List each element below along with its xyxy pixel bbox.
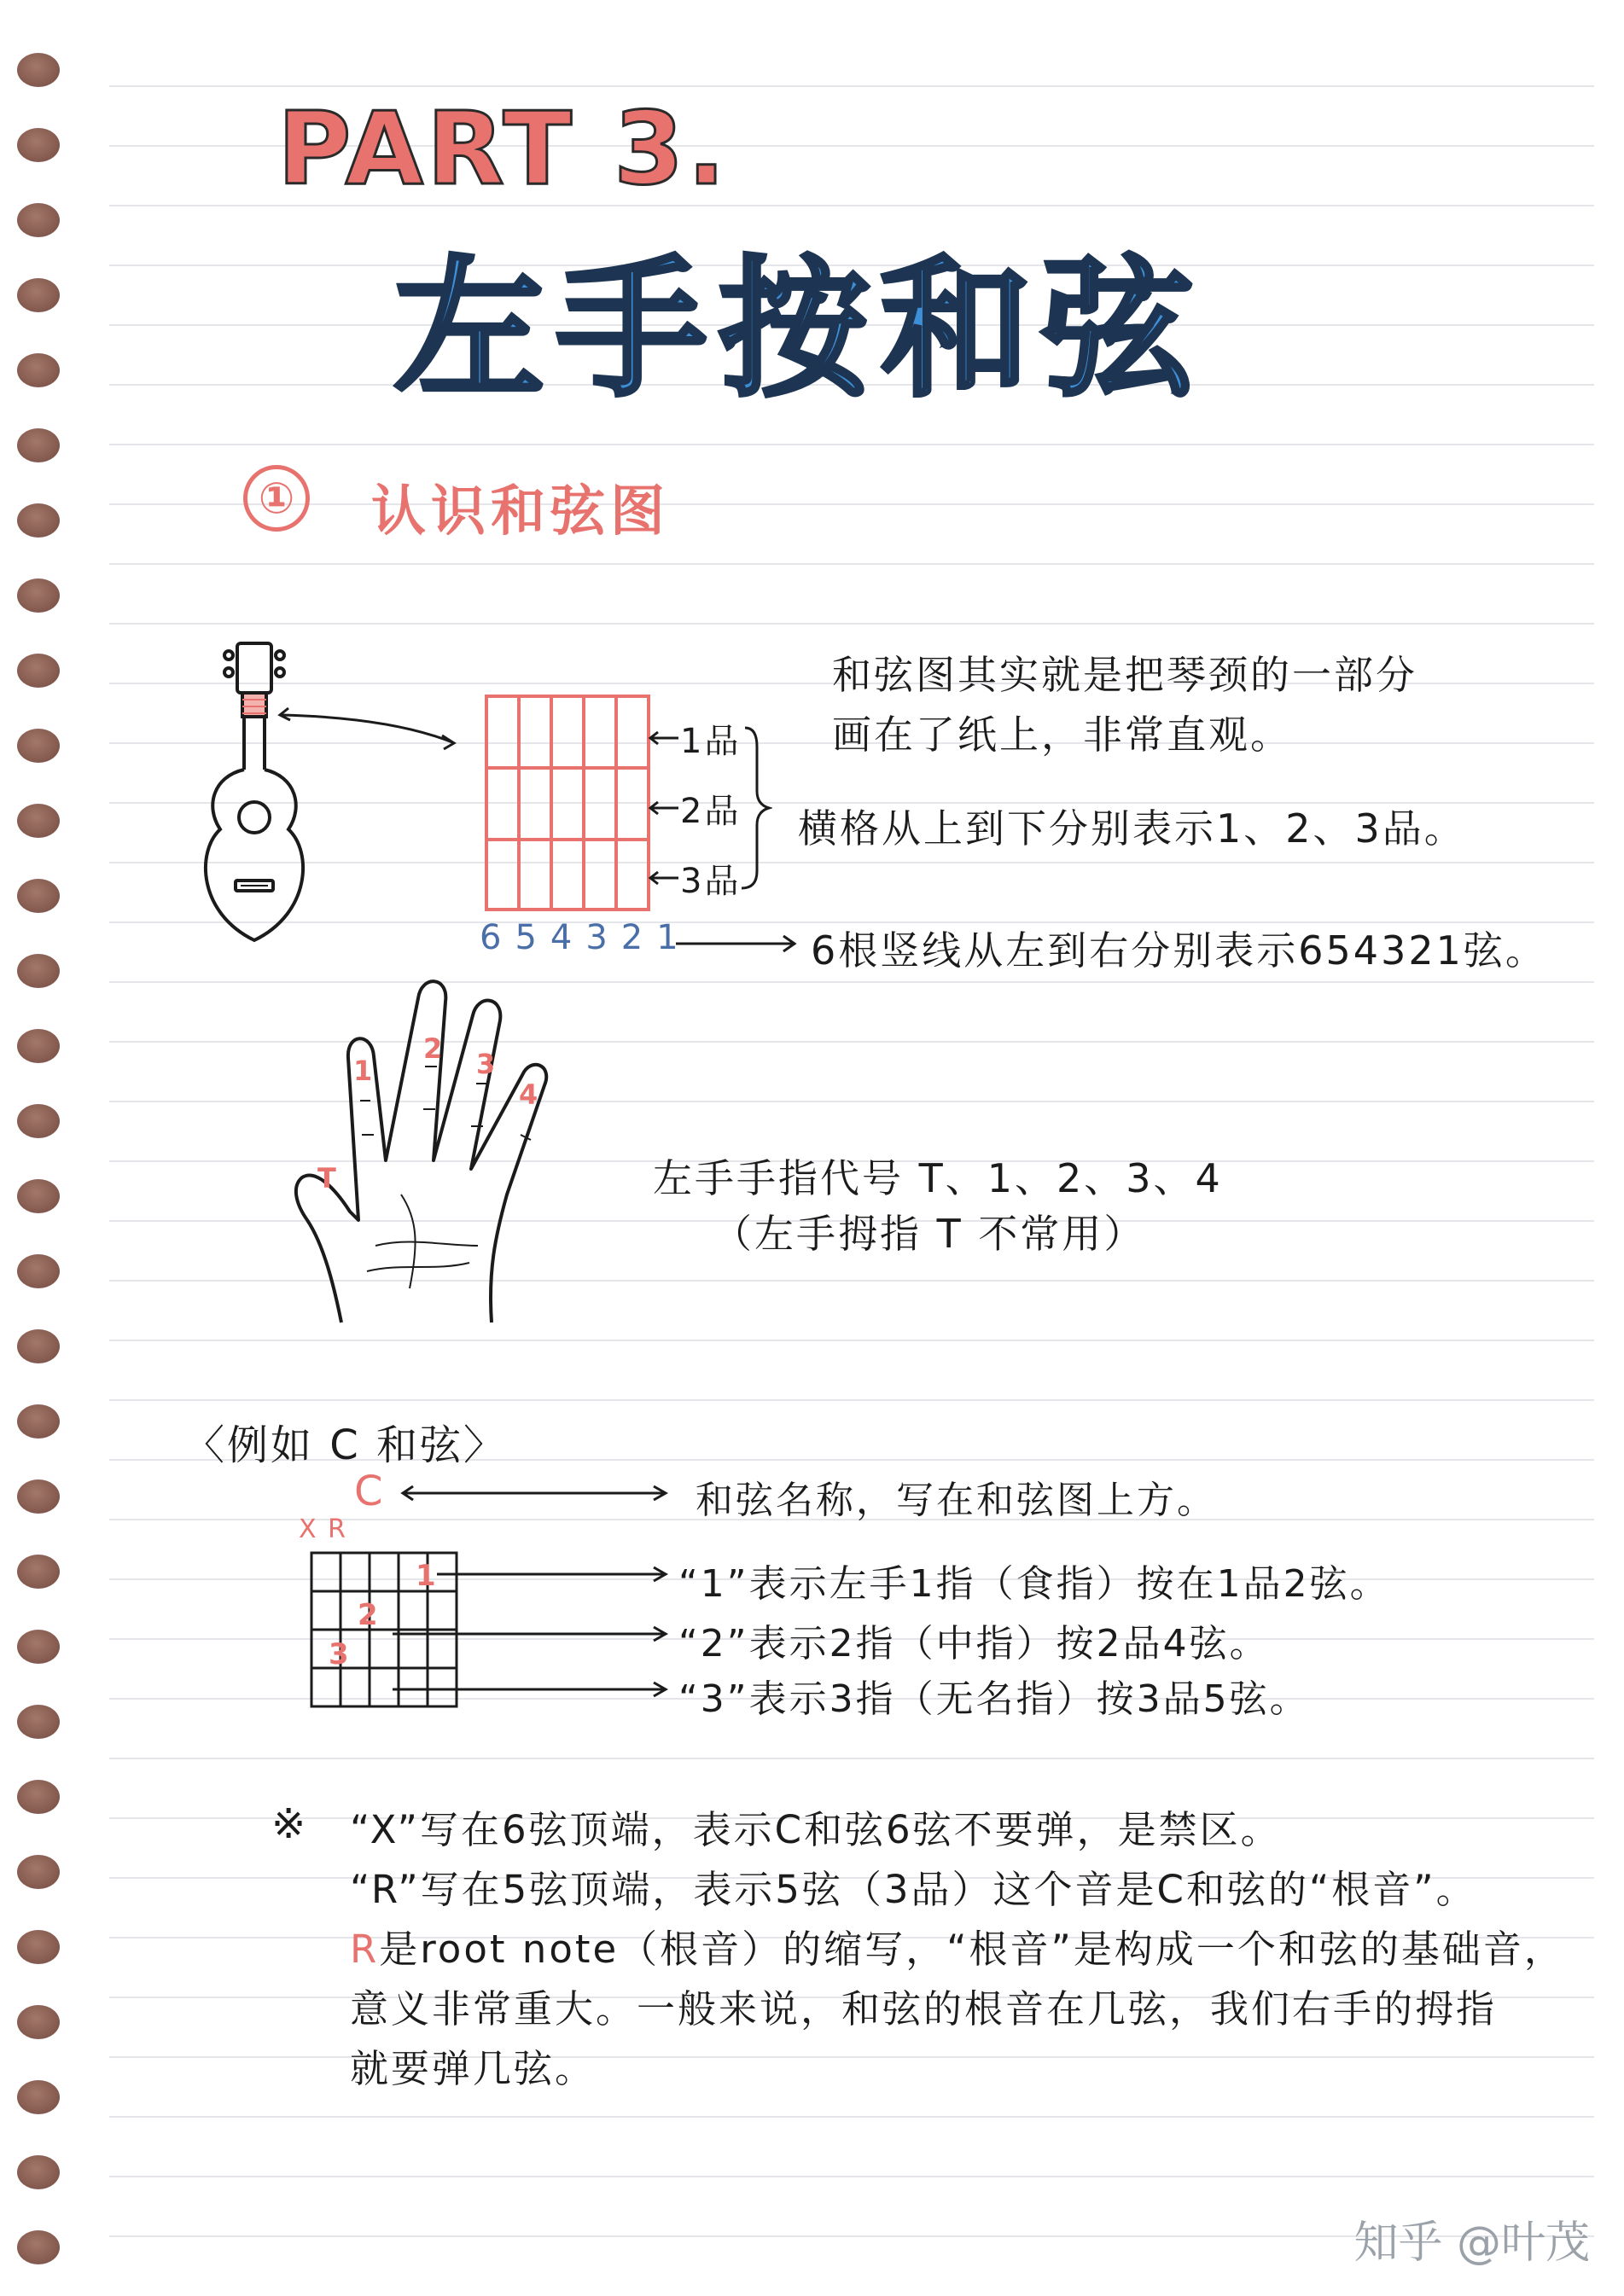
binder-hole: [17, 203, 60, 237]
binder-hole: [17, 278, 60, 312]
fret-label-2: 2品: [680, 792, 742, 831]
fret-label-3: 3品: [680, 862, 742, 901]
binder-hole: [17, 2080, 60, 2114]
intro-note-line1: 和弦图其实就是把琴颈的一部分: [832, 652, 1417, 698]
binder-hole: [17, 128, 60, 162]
string-note-arrow: [674, 927, 802, 961]
finger-code-note: 左手手指代号 T、1、2、3、4: [653, 1155, 1223, 1201]
binder-hole: [17, 428, 60, 462]
fret-note: 横格从上到下分别表示1、2、3品。: [798, 805, 1466, 852]
section-number: ①: [243, 465, 310, 532]
ruled-line: [109, 1399, 1594, 1401]
binder-hole: [17, 353, 60, 387]
remark-line4: 意义非常重大。一般来说，和弦的根音在几弦，我们右手的拇指: [350, 1986, 1498, 2032]
binder-hole: [17, 503, 60, 538]
c-chord-arrows: [393, 1468, 683, 1715]
remark-line1: “X”写在6弦顶端，表示C和弦6弦不要弹，是禁区。: [350, 1807, 1282, 1852]
page-title: 左手按和弦: [394, 242, 1206, 417]
binder-hole: [17, 578, 60, 613]
c-chord-finger-1: 1: [416, 1559, 436, 1593]
finger-mark-3: 3: [476, 1048, 496, 1080]
ukulele-illustration: [206, 643, 303, 940]
binder-hole: [17, 1029, 60, 1063]
ruled-line: [109, 623, 1594, 625]
c-chord-finger-2: 2: [358, 1598, 378, 1632]
fret-label-1: 1品: [680, 722, 742, 761]
binder-hole: [17, 1404, 60, 1439]
binder-hole: [17, 53, 60, 87]
left-hand-illustration: [290, 964, 572, 1331]
thumb-note: （左手拇指 T 不常用）: [713, 1211, 1146, 1257]
chord-name-note: 和弦名称，写在和弦图上方。: [696, 1479, 1217, 1522]
binder-hole: [17, 1254, 60, 1288]
binder-hole: [17, 1630, 60, 1664]
binder-hole: [17, 1329, 60, 1363]
remark-symbol: ※: [271, 1800, 309, 1848]
finger-3-note: “3”表示3指（无名指）按3品5弦。: [678, 1677, 1310, 1721]
binder-hole: [17, 1179, 60, 1213]
binder-hole: [17, 1104, 60, 1138]
c-chord-finger-3: 3: [329, 1637, 349, 1671]
chord-name: C: [354, 1468, 383, 1515]
binder-hole: [17, 1705, 60, 1739]
finger-2-note: “2”表示2指（中指）按2品4弦。: [678, 1622, 1270, 1665]
remark-line3-text: 是root note（根音）的缩写，“根音”是构成一个和弦的基础音，: [379, 1927, 1565, 1972]
zhihu-watermark: 知乎 @叶茂: [1353, 2218, 1590, 2269]
binder-hole: [17, 1930, 60, 1964]
binder-hole: [17, 1855, 60, 1889]
ruled-line: [109, 2116, 1594, 2118]
finger-mark-2: 2: [423, 1032, 443, 1065]
chord-grid: [486, 696, 649, 910]
finger-1-note: “1”表示左手1指（食指）按在1品2弦。: [678, 1562, 1390, 1606]
binder-hole: [17, 729, 60, 763]
finger-mark-1: 1: [353, 1055, 373, 1087]
remark-line3: [350, 1918, 1565, 1973]
ruled-line: [109, 1340, 1594, 1341]
string-numbers: 654321: [480, 918, 692, 957]
binder-hole: [17, 654, 60, 688]
ruled-line: [109, 1758, 1594, 1759]
binder-hole: [17, 2230, 60, 2264]
binder-hole: [17, 804, 60, 838]
neck-to-diagram-arrow: [280, 708, 454, 749]
ruled-line: [109, 2056, 1594, 2058]
ruled-line: [109, 444, 1594, 445]
binder-hole: [17, 2155, 60, 2189]
intro-note-line2: 画在了纸上，非常直观。: [832, 712, 1292, 758]
ruled-line: [109, 2176, 1594, 2177]
binder-hole: [17, 1555, 60, 1589]
section-title: 认识和弦图: [371, 480, 670, 543]
finger-mark-thumb: T: [317, 1162, 336, 1195]
ruled-line: [109, 503, 1594, 505]
binder-hole: [17, 1780, 60, 1814]
string-note: 6根竖线从左到右分别表示654321弦。: [811, 927, 1547, 974]
binder-hole: [17, 1479, 60, 1514]
binder-hole: [17, 879, 60, 913]
finger-mark-4: 4: [519, 1078, 538, 1111]
root-letter: R: [350, 1927, 380, 1972]
binder-hole: [17, 2005, 60, 2039]
part-label: PART 3.: [277, 90, 730, 207]
remark-line5: 就要弹几弦。: [350, 2046, 597, 2091]
example-heading: 〈例如 C 和弦〉: [183, 1421, 508, 1469]
ruled-line: [109, 563, 1594, 565]
remark-line2: “R”写在5弦顶端，表示5弦（3品）这个音是C和弦的“根音”。: [350, 1867, 1477, 1912]
ruled-line: [109, 85, 1594, 87]
chord-top-marks: X R: [299, 1514, 347, 1544]
binder-hole: [17, 954, 60, 988]
